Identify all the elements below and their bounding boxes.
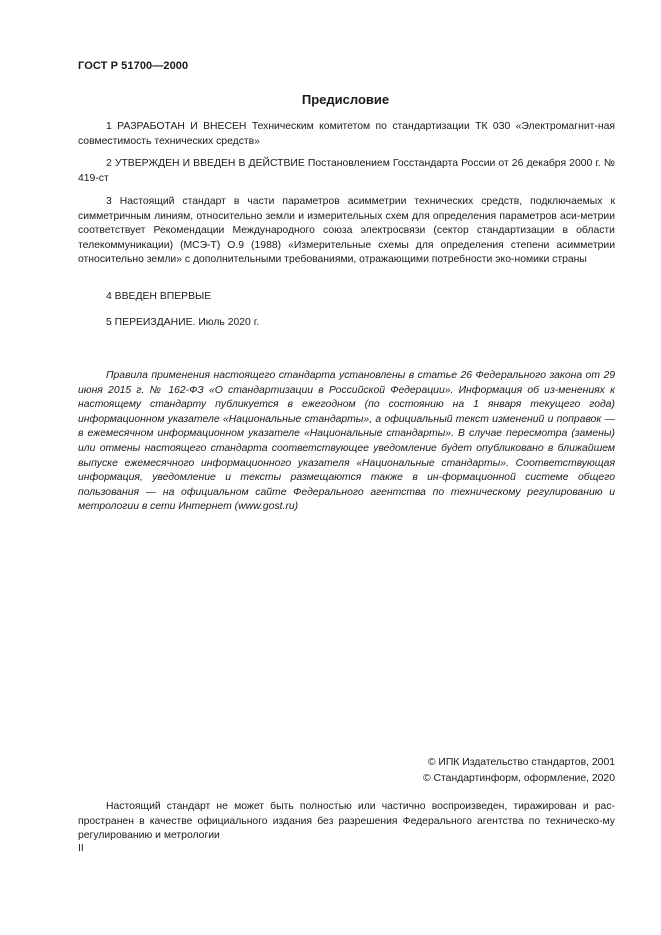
legal-notice: Правила применения настоящего стандарта установлены в статье 26 Федерального закона от 29 июня 2015 г. № 162-ФЗ «О стандартизации в Российской Федерации». Информация об из-менениях к настоящему стандарту публикуется в ежегодном (по состоянию на 1 января текущего года) информационном указателе «Национальные стандарты», а официальный текст изменений и поправок — в ежемесячном информационном указателе «Национальные стандарты». В случае пересмотра (замены) или отмены настоящего стандарта соответствующее уведомление будет опубликовано в ближайшем выпуске ежемесячного информационного указателя «Национальные стандарты». Соответствующая информация, уведомление и тексты размещаются также в ин-формационной системе общего пользования — на официальном сайте Федерального агентства по техническому регулированию и метрологии в сети Интернет (www.gost.ru) (78, 370, 615, 513)
preface-item-4: 4 ВВЕДЕН ВПЕРВЫЕ (106, 291, 212, 302)
preface-title: Предисловие (301, 92, 390, 107)
preface-item-5: 5 ПЕРЕИЗДАНИЕ. Июль 2020 г. (106, 317, 260, 328)
preface-item-1: 1 РАЗРАБОТАН И ВНЕСЕН Техническим комитетом по стандартизации ТК 030 «Электромагнит-ная совместимость технических средств» (78, 121, 615, 147)
preface-item-3: 3 Настоящий стандарт в части параметров асимметрии технических средств, подключаемых к симметричным линиям, относительно земли и измерительных схем для определения параметров аси-метрии соответствует Рекомендации Международного союза электросвязи (сектор стандартизации в области телекоммуникации) (МСЭ-Т) О.9 (1988) «Измерительные схемы для определения степени асимметрии относительно земли» с дополнительными требованиями, отражающими потребности эко-номики страны (78, 196, 615, 266)
page-number: II (78, 843, 84, 854)
reproduction-notice: Настоящий стандарт не может быть полностью или частично воспроизведен, тиражирован и рас-пространен в качестве официального издания без разрешения Федерального агентства по техническо-му регулированию и метрологии (78, 801, 615, 842)
preface-item-2: 2 УТВЕРЖДЕН И ВВЕДЕН В ДЕЙСТВИЕ Постановлением Госстандарта России от 26 декабря 2000 г. № 419-ст (78, 158, 615, 184)
copyright-line-1: © ИПК Издательство стандартов, 2001 (427, 757, 615, 768)
copyright-block (423, 755, 615, 787)
copyright-line-2: © Стандартинформ, оформление, 2020 (422, 773, 615, 784)
document-code: ГОСТ Р 51700—2000 (78, 60, 189, 72)
